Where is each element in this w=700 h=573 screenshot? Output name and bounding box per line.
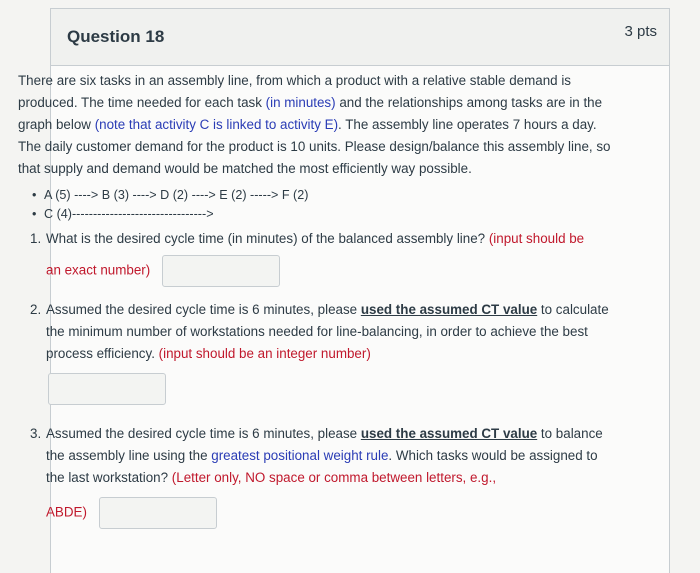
q2-answer-input[interactable] [48,373,166,405]
q3-rule: greatest positional weight rule [211,448,389,463]
link-note: (note that activity C is linked to activity E) [94,117,339,132]
q3-underline: used the assumed CT value [360,426,538,441]
question-body [18,70,613,529]
q3-hint-cont: ABDE) [46,504,87,520]
q2-hint: (input should be an integer number) [158,346,371,361]
q3-answer-input[interactable] [99,497,217,529]
q3-hint: (Letter only, NO space or comma between letters, e.g., [171,470,497,485]
dependency-line: • C (4)--------------------------------> [32,205,613,224]
question-intro: There are six tasks in an assembly line, from which a product with a relative stable demand is produced. The time needed for each task (in minutes) and the relationships among tasks are in the graph below (note that activity C is linked to activity E). The assembly line operates 7 hours a day. The daily customer demand for the product is 10 units. Please design/balance this assembly line, so that supply and demand would be matched the most efficiently way possible. [18,73,611,176]
units-note: (in minutes) [265,95,336,110]
q2-underline: used the assumed CT value [360,302,538,317]
question-3: 3. Assumed the desired cycle time is 6 minutes, please used the assumed CT value to balance the assembly line using the greatest positional weight rule. Which tasks would be assigned to the last workstation? (Letter only, NO space or comma between letters, e.g., ABDE) [30,423,613,529]
q1-hint-cont: an exact number) [46,262,151,278]
q1-answer-input[interactable] [162,255,280,287]
task-dependency-list [32,186,613,224]
dependency-line: • A (5) ----> B (3) ----> D (2) ----> E (2) -----> F (2) [32,186,613,205]
question-1: 1. What is the desired cycle time (in minutes) of the balanced assembly line? (input should be an exact number) [30,228,613,287]
question-title: Question 18 [67,27,165,46]
question-2: 2. Assumed the desired cycle time is 6 minutes, please used the assumed CT value to calculate the minimum number of workstations needed for line-balancing, in order to achieve the best process efficiency. (input should be an integer number) [30,299,613,405]
question-points: 3 pts [624,23,657,40]
question-header [51,9,669,66]
q1-hint: (input should be [488,231,585,246]
